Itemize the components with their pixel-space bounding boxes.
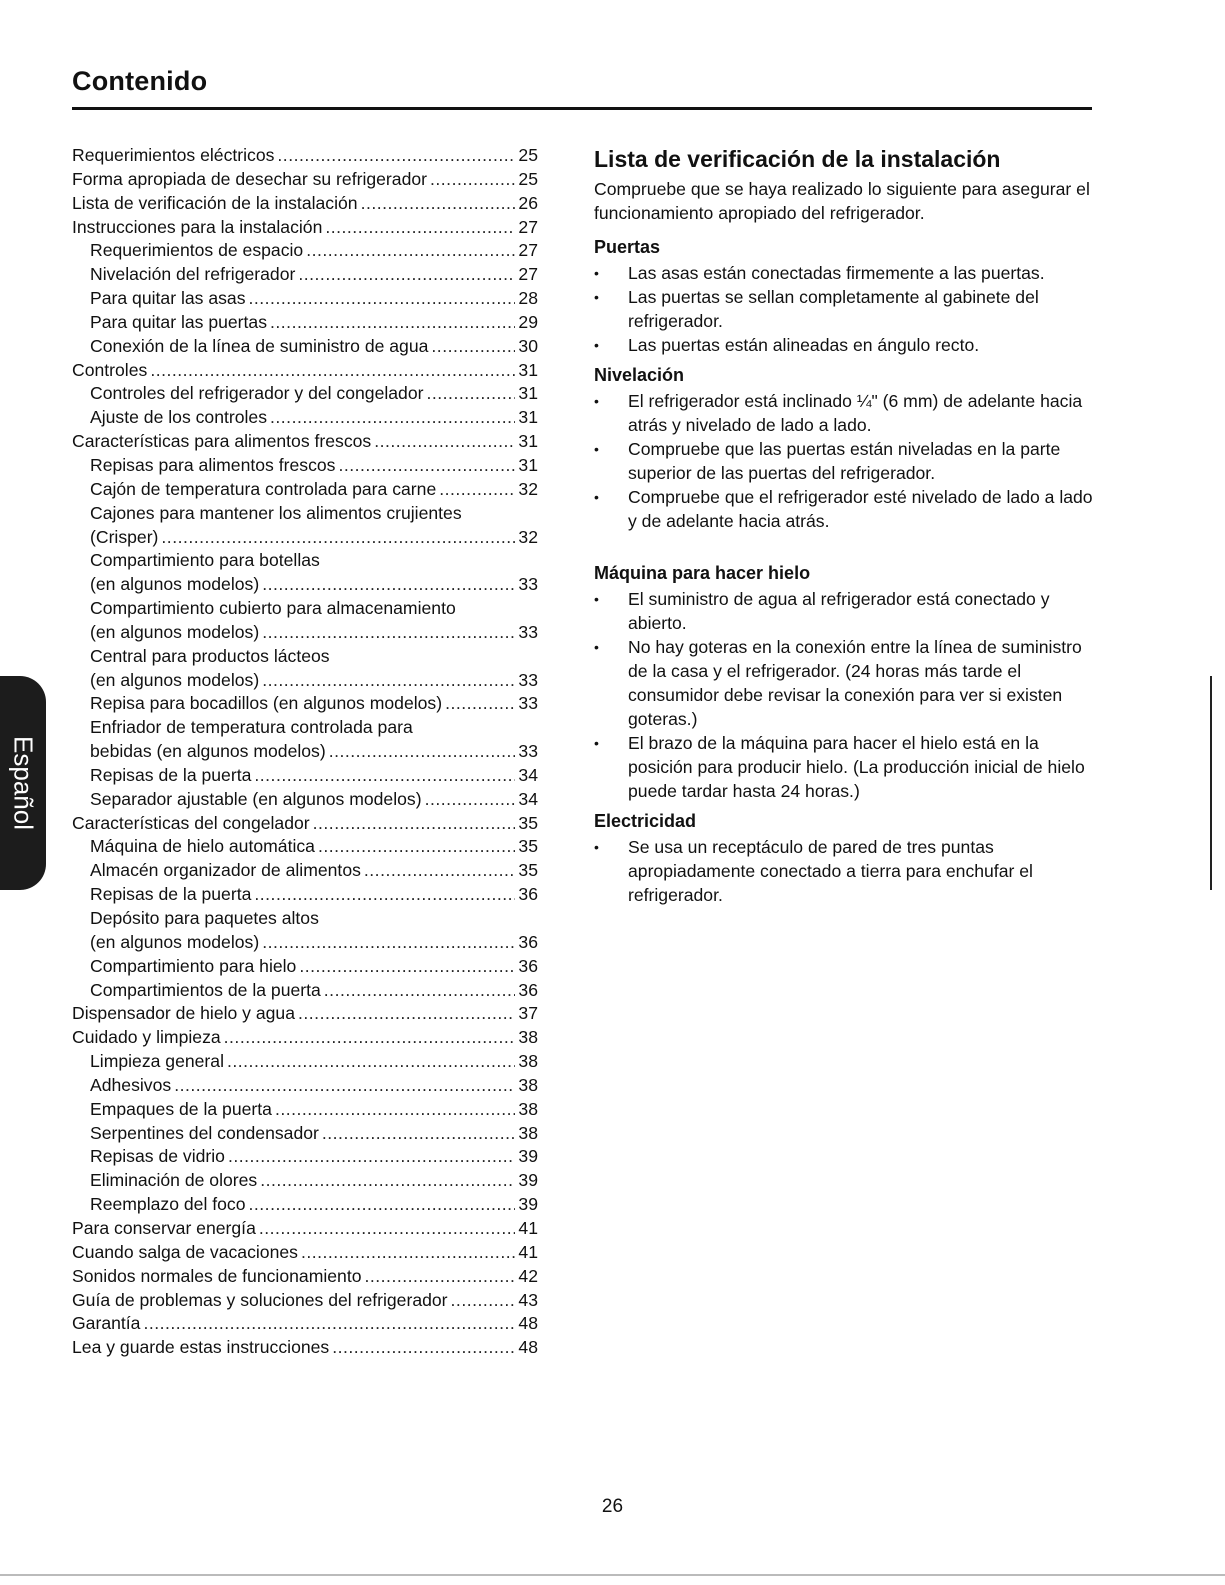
toc-leader-dots bbox=[262, 669, 515, 693]
bullet-icon: • bbox=[594, 489, 599, 505]
checklist-item bbox=[594, 485, 1094, 533]
toc-entry-page: 39 bbox=[518, 1170, 538, 1191]
toc-entry-page: 36 bbox=[518, 931, 538, 952]
checklist-subheading: Nivelación bbox=[594, 365, 685, 385]
toc-entry-label: Separador ajustable (en algunos modelos) bbox=[90, 788, 422, 809]
toc-leader-dots bbox=[259, 1217, 516, 1241]
toc-entry bbox=[72, 812, 538, 836]
checklist-item-text: Las asas están conectadas firmemente a las puertas. bbox=[628, 263, 1045, 283]
bullet-icon: • bbox=[594, 337, 599, 353]
toc-entry-page: 39 bbox=[518, 1194, 538, 1215]
toc-entry bbox=[72, 788, 538, 812]
toc-entry bbox=[72, 526, 538, 550]
toc-leader-dots bbox=[227, 1050, 515, 1074]
toc-entry-label: Cuidado y limpieza bbox=[72, 1027, 221, 1048]
toc-entry bbox=[72, 239, 538, 263]
toc-leader-dots bbox=[254, 764, 515, 788]
toc-entry bbox=[72, 382, 538, 406]
bullet-icon: • bbox=[594, 591, 599, 607]
bullet-icon: • bbox=[594, 735, 599, 751]
toc-entry-label: Limpieza general bbox=[90, 1051, 224, 1072]
installation-checklist bbox=[594, 145, 1094, 913]
toc-entry bbox=[72, 359, 538, 383]
checklist-item-text: Las puertas están alineadas en ángulo recto. bbox=[628, 335, 980, 355]
toc-entry-page: 36 bbox=[518, 884, 538, 905]
toc-leader-dots bbox=[451, 1289, 516, 1313]
checklist-list bbox=[594, 389, 1094, 533]
toc-leader-dots bbox=[277, 144, 515, 168]
toc-entry bbox=[72, 835, 538, 859]
toc-entry-label: Repisas de vidrio bbox=[90, 1146, 225, 1167]
toc-entry-label: Adhesivos bbox=[90, 1074, 172, 1095]
toc-entry bbox=[72, 216, 538, 240]
toc-entry-label: Enfriador de temperatura controlada para bbox=[90, 717, 413, 738]
toc-entry bbox=[72, 406, 538, 430]
toc-entry-label: Compartimiento cubierto para almacenamiento bbox=[90, 598, 456, 619]
toc-entry-label: Compartimientos de la puerta bbox=[90, 979, 321, 1000]
toc-leader-dots bbox=[318, 835, 515, 859]
checklist-subheading: Máquina para hacer hielo bbox=[594, 563, 811, 583]
toc-entry-page: 33 bbox=[518, 574, 538, 595]
toc-leader-dots bbox=[262, 573, 515, 597]
checklist-item bbox=[594, 587, 1094, 635]
checklist-item-text: No hay goteras en la conexión entre la línea de suministro de la casa y el refrigerador. (24 horas más tarde el consumidor debe revisar la conexión para ver si existen goteras.) bbox=[628, 637, 1082, 729]
toc-entry-page: 41 bbox=[518, 1241, 538, 1262]
toc-leader-dots bbox=[322, 1122, 516, 1146]
page-title: Contenido bbox=[72, 66, 208, 96]
toc-entry bbox=[72, 335, 538, 359]
toc-entry-page: 42 bbox=[518, 1265, 538, 1286]
toc-entry-label: Lista de verificación de la instalación bbox=[72, 192, 358, 213]
checklist-item bbox=[594, 333, 1094, 357]
toc-entry bbox=[72, 263, 538, 287]
checklist-sections bbox=[594, 235, 1094, 907]
toc-leader-dots bbox=[306, 239, 515, 263]
toc-leader-dots bbox=[313, 812, 516, 836]
toc-entry-label: (en algunos modelos) bbox=[90, 574, 260, 595]
toc-entry-label: Requerimientos de espacio bbox=[90, 240, 304, 261]
toc-leader-dots bbox=[365, 1265, 516, 1289]
checklist-item bbox=[594, 389, 1094, 437]
toc-entry-page: 32 bbox=[518, 478, 538, 499]
toc-entry-label: Para quitar las puertas bbox=[90, 311, 268, 332]
toc-entry-label: Lea y guarde estas instrucciones bbox=[72, 1337, 330, 1358]
toc-entry-label: Serpentines del condensador bbox=[90, 1122, 319, 1143]
toc-leader-dots bbox=[425, 788, 516, 812]
toc-entry bbox=[72, 1289, 538, 1313]
toc-entry-label: Repisas de la puerta bbox=[90, 764, 252, 785]
toc-leader-dots bbox=[249, 287, 516, 311]
toc-entry bbox=[72, 859, 538, 883]
toc-entry-page: 31 bbox=[518, 431, 538, 452]
toc-entry bbox=[72, 1002, 538, 1026]
toc-entry-page: 35 bbox=[518, 860, 538, 881]
toc-entry bbox=[72, 1193, 538, 1217]
toc-entry-page: 38 bbox=[518, 1051, 538, 1072]
toc-entry bbox=[72, 502, 538, 526]
toc-leader-dots bbox=[161, 526, 515, 550]
toc-entry bbox=[72, 1217, 538, 1241]
toc-leader-dots bbox=[427, 382, 516, 406]
checklist-item bbox=[594, 835, 1094, 907]
checklist-item-text: Se usa un receptáculo de pared de tres puntas apropiadamente conectado a tierra para enchufar el refrigerador. bbox=[628, 837, 1033, 905]
toc-entry-page: 39 bbox=[518, 1146, 538, 1167]
toc-entry-label: Máquina de hielo automática bbox=[90, 836, 315, 857]
toc-entry-label: (Crisper) bbox=[90, 526, 159, 547]
toc-entry-label: Cajones para mantener los alimentos crujientes bbox=[90, 502, 462, 523]
toc-entry bbox=[72, 144, 538, 168]
toc-entry-page: 31 bbox=[518, 454, 538, 475]
toc-entry-label: Instrucciones para la instalación bbox=[72, 216, 323, 237]
checklist-item bbox=[594, 635, 1094, 731]
toc-entry-label: Cajón de temperatura controlada para carne bbox=[90, 478, 437, 499]
toc-entry-page: 33 bbox=[518, 669, 538, 690]
toc-entry-page: 30 bbox=[518, 335, 538, 356]
toc-entry-page: 33 bbox=[518, 693, 538, 714]
checklist-list bbox=[594, 587, 1094, 803]
toc-entry-label: (en algunos modelos) bbox=[90, 621, 260, 642]
toc-entry bbox=[72, 621, 538, 645]
checklist-item bbox=[594, 285, 1094, 333]
toc-leader-dots bbox=[325, 216, 515, 240]
toc-entry-page: 27 bbox=[518, 264, 538, 285]
toc-entry-label: bebidas (en algunos modelos) bbox=[90, 741, 326, 762]
toc-entry bbox=[72, 1265, 538, 1289]
toc-entry-label: Garantía bbox=[72, 1313, 141, 1334]
toc-entry-label: Repisas de la puerta bbox=[90, 884, 252, 905]
language-tab-label: Español bbox=[8, 736, 39, 830]
toc-entry bbox=[72, 883, 538, 907]
toc-entry-page: 34 bbox=[518, 788, 538, 809]
checklist-item-text: El brazo de la máquina para hacer el hielo está en la posición para producir hielo. (La producción inicial de hielo puede tardar hasta 24 horas.) bbox=[628, 733, 1085, 801]
checklist-item bbox=[594, 731, 1094, 803]
toc-entry bbox=[72, 979, 538, 1003]
toc-entry-label: Compartimiento para hielo bbox=[90, 955, 297, 976]
checklist-item-text: Las puertas se sellan completamente al gabinete del refrigerador. bbox=[628, 287, 1039, 331]
toc-entry-page: 41 bbox=[518, 1217, 538, 1238]
toc-entry bbox=[72, 311, 538, 335]
edge-mark bbox=[1210, 676, 1212, 890]
toc-leader-dots bbox=[324, 979, 516, 1003]
toc-entry bbox=[72, 1145, 538, 1169]
toc-entry-page: 31 bbox=[518, 383, 538, 404]
toc-leader-dots bbox=[301, 1241, 515, 1265]
toc-entry-label: Conexión de la línea de suministro de agua bbox=[90, 335, 429, 356]
toc-leader-dots bbox=[439, 478, 515, 502]
toc-entry-label: Repisas para alimentos frescos bbox=[90, 454, 336, 475]
toc-entry-page: 31 bbox=[518, 359, 538, 380]
toc-entry-page: 33 bbox=[518, 621, 538, 642]
toc-leader-dots bbox=[431, 335, 515, 359]
toc-leader-dots bbox=[249, 1193, 516, 1217]
checklist-item-text: El suministro de agua al refrigerador está conectado y abierto. bbox=[628, 589, 1050, 633]
toc-leader-dots bbox=[299, 955, 515, 979]
toc-leader-dots bbox=[270, 311, 515, 335]
toc-entry-label: Controles del refrigerador y del congelador bbox=[90, 383, 424, 404]
checklist-item-text: Compruebe que el refrigerador esté nivelado de lado a lado y de adelante hacia atrás. bbox=[628, 487, 1093, 531]
toc-entry-label: Ajuste de los controles bbox=[90, 407, 268, 428]
toc-entry bbox=[72, 645, 538, 669]
toc-entry-page: 27 bbox=[518, 240, 538, 261]
toc-leader-dots bbox=[338, 454, 515, 478]
toc-entry-label: Dispensador de hielo y agua bbox=[72, 1003, 296, 1024]
toc-entry-page: 35 bbox=[518, 836, 538, 857]
toc-entry-label: Características para alimentos frescos bbox=[72, 431, 372, 452]
toc-entry bbox=[72, 549, 538, 573]
toc-leader-dots bbox=[364, 859, 516, 883]
toc-leader-dots bbox=[430, 168, 515, 192]
toc-entry bbox=[72, 168, 538, 192]
toc-entry bbox=[72, 1312, 538, 1336]
toc-entry-label: Forma apropiada de desechar su refrigerador bbox=[72, 168, 428, 189]
toc-entry-page: 25 bbox=[518, 145, 538, 165]
toc-entry-page: 48 bbox=[518, 1337, 538, 1358]
toc-entry bbox=[72, 1050, 538, 1074]
toc-entry bbox=[72, 287, 538, 311]
toc-entry bbox=[72, 1241, 538, 1265]
toc-leader-dots bbox=[254, 883, 515, 907]
language-side-tab bbox=[0, 676, 46, 890]
toc-entry-label: Almacén organizador de alimentos bbox=[90, 860, 361, 881]
toc-leader-dots bbox=[298, 1002, 515, 1026]
toc-leader-dots bbox=[374, 430, 515, 454]
checklist-subheading: Puertas bbox=[594, 237, 661, 257]
toc-leader-dots bbox=[332, 1336, 515, 1360]
toc-entry-label: Cuando salga de vacaciones bbox=[72, 1241, 298, 1262]
checklist-item-text: Compruebe que las puertas están niveladas en la parte superior de las puertas del refrigerador. bbox=[628, 439, 1061, 483]
toc-leader-dots bbox=[262, 621, 515, 645]
toc-entry-label: Para conservar energía bbox=[72, 1217, 256, 1238]
toc-entry-page: 38 bbox=[518, 1027, 538, 1048]
toc-entry bbox=[72, 478, 538, 502]
toc-entry-page: 32 bbox=[518, 526, 538, 547]
toc-entry-page: 34 bbox=[518, 764, 538, 785]
toc-entry-label: Reemplazo del foco bbox=[90, 1194, 246, 1215]
toc-leader-dots bbox=[143, 1312, 515, 1336]
bullet-icon: • bbox=[594, 441, 599, 457]
toc-entry-page: 28 bbox=[518, 288, 538, 309]
toc-entry-label: Para quitar las asas bbox=[90, 288, 246, 309]
toc-leader-dots bbox=[228, 1145, 515, 1169]
bullet-icon: • bbox=[594, 265, 599, 281]
toc-entry-page: 26 bbox=[518, 192, 538, 213]
toc-entry-label: Central para productos lácteos bbox=[90, 645, 330, 666]
toc-entry-page: 25 bbox=[518, 168, 538, 189]
toc-leader-dots bbox=[262, 931, 515, 955]
toc-leader-dots bbox=[298, 263, 515, 287]
toc-entry-page: 38 bbox=[518, 1122, 538, 1143]
toc-entry bbox=[72, 454, 538, 478]
toc-entry bbox=[72, 1026, 538, 1050]
toc-entry-label: (en algunos modelos) bbox=[90, 931, 260, 952]
toc-leader-dots bbox=[174, 1074, 515, 1098]
toc-entry bbox=[72, 764, 538, 788]
toc-entry bbox=[72, 931, 538, 955]
toc-entry-label: Compartimiento para botellas bbox=[90, 550, 320, 571]
checklist-title: Lista de verificación de la instalación bbox=[594, 146, 1001, 172]
toc-entry-label: Sonidos normales de funcionamiento bbox=[72, 1265, 362, 1286]
toc-entry-label: Empaques de la puerta bbox=[90, 1098, 272, 1119]
toc-entry-page: 38 bbox=[518, 1098, 538, 1119]
toc-leader-dots bbox=[260, 1169, 515, 1193]
toc-entry bbox=[72, 692, 538, 716]
page-number: 26 bbox=[601, 1496, 624, 1517]
checklist-list bbox=[594, 261, 1094, 357]
checklist-subheading: Electricidad bbox=[594, 811, 697, 831]
toc-entry-page: 36 bbox=[518, 979, 538, 1000]
toc-entry-page: 38 bbox=[518, 1074, 538, 1095]
toc-leader-dots bbox=[329, 740, 516, 764]
bottom-border bbox=[0, 1574, 1225, 1576]
bullet-icon: • bbox=[594, 393, 599, 409]
checklist-intro: Compruebe que se haya realizado lo siguiente para asegurar el funcionamiento apropiado del refrigerador. bbox=[594, 179, 1090, 223]
toc-entry-label: Depósito para paquetes altos bbox=[90, 908, 319, 928]
toc-leader-dots bbox=[270, 406, 515, 430]
toc-entry bbox=[72, 669, 538, 693]
checklist-item bbox=[594, 437, 1094, 485]
toc-entry-page: 48 bbox=[518, 1313, 538, 1334]
bullet-icon: • bbox=[594, 839, 599, 855]
toc-entry-label: (en algunos modelos) bbox=[90, 669, 260, 690]
toc-entry-label: Eliminación de olores bbox=[90, 1170, 258, 1191]
bullet-icon: • bbox=[594, 639, 599, 655]
toc-entry-label: Características del congelador bbox=[72, 812, 310, 833]
toc-entry bbox=[72, 430, 538, 454]
toc-entry-page: 36 bbox=[518, 955, 538, 976]
toc-entry-label: Guía de problemas y soluciones del refrigerador bbox=[72, 1289, 448, 1310]
toc-entry bbox=[72, 907, 538, 931]
toc-entry-page: 43 bbox=[518, 1289, 538, 1310]
toc-entry-page: 29 bbox=[518, 311, 538, 332]
toc-entry bbox=[72, 1122, 538, 1146]
toc-entry-label: Controles bbox=[72, 359, 148, 380]
toc-leader-dots bbox=[150, 359, 515, 383]
toc-leader-dots bbox=[445, 692, 515, 716]
toc-entry-page: 35 bbox=[518, 812, 538, 833]
toc-entry-page: 37 bbox=[518, 1003, 538, 1024]
toc-entry-label: Requerimientos eléctricos bbox=[72, 145, 275, 165]
title-divider bbox=[72, 107, 1092, 110]
toc-entry bbox=[72, 192, 538, 216]
toc-entry bbox=[72, 1169, 538, 1193]
toc-entry bbox=[72, 716, 538, 740]
toc-entry-page: 33 bbox=[518, 741, 538, 762]
toc-entry bbox=[72, 1336, 538, 1360]
bullet-icon: • bbox=[594, 289, 599, 305]
checklist-item-text: El refrigerador está inclinado ¼" (6 mm) de adelante hacia atrás y nivelado de lado a lado. bbox=[628, 391, 1083, 435]
toc-entry-label: Nivelación del refrigerador bbox=[90, 264, 296, 285]
table-of-contents bbox=[72, 144, 538, 1360]
toc-entry-page: 27 bbox=[518, 216, 538, 237]
toc-entry-page: 31 bbox=[518, 407, 538, 428]
toc-entry bbox=[72, 740, 538, 764]
toc-entry bbox=[72, 1074, 538, 1098]
toc-entry bbox=[72, 597, 538, 621]
checklist-list bbox=[594, 835, 1094, 907]
toc-entry-label: Repisa para bocadillos (en algunos modelos) bbox=[90, 693, 443, 714]
toc-leader-dots bbox=[224, 1026, 516, 1050]
toc-entry bbox=[72, 573, 538, 597]
toc-leader-dots bbox=[275, 1098, 515, 1122]
toc-entry bbox=[72, 955, 538, 979]
toc-entry bbox=[72, 1098, 538, 1122]
toc-leader-dots bbox=[361, 192, 516, 216]
checklist-item bbox=[594, 261, 1094, 285]
